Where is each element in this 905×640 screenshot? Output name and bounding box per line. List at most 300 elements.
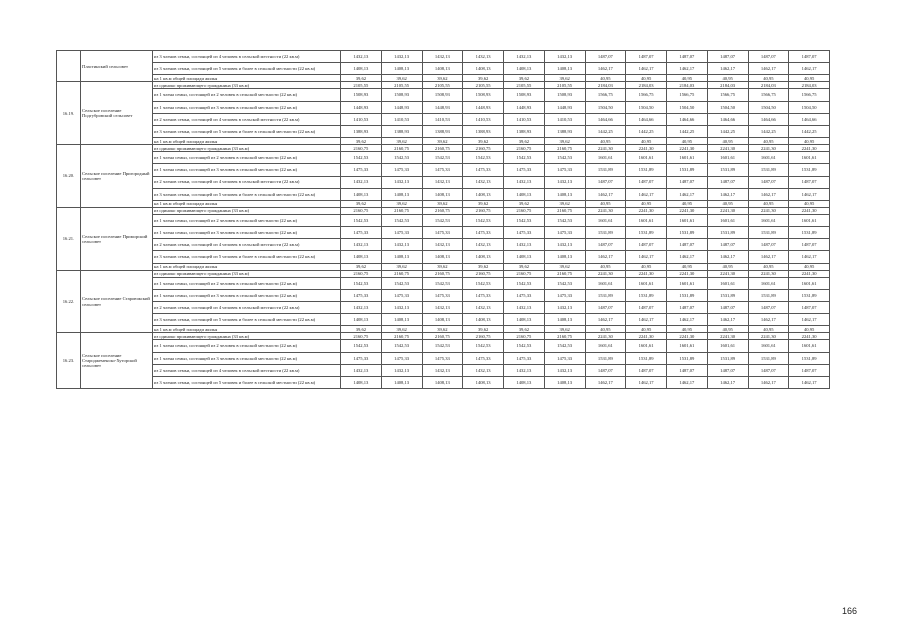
rate-value-cell: 1475,33: [544, 227, 585, 239]
table-row: [57, 101, 830, 113]
rate-value-cell: 39,62: [422, 200, 463, 207]
rate-value-cell: 39,62: [341, 326, 382, 333]
rate-value-cell: 1432,13: [381, 51, 422, 63]
rate-value-cell: 1408,13: [504, 251, 545, 263]
rate-value-cell: 1475,33: [422, 352, 463, 364]
rate-value-cell: 2160,75: [463, 270, 504, 277]
table-row: [57, 227, 830, 239]
rate-value-cell: 1487,07: [585, 364, 626, 376]
household-description: из одиноко проживающего гражданина (33 кв.м): [153, 145, 341, 152]
rate-value-cell: 1432,13: [504, 302, 545, 314]
rate-value-cell: 2241,30: [667, 333, 708, 340]
rate-value-cell: 1566,75: [748, 89, 789, 101]
rate-value-cell: 2241,30: [626, 207, 667, 214]
rate-value-cell: 1432,13: [463, 302, 504, 314]
rate-value-cell: 40,95: [626, 138, 667, 145]
rate-value-cell: 40,95: [585, 138, 626, 145]
rate-value-cell: 39,62: [504, 138, 545, 145]
rate-value-cell: 1410,53: [504, 113, 545, 125]
rate-value-cell: 2241,30: [707, 207, 748, 214]
rate-value-cell: 1462,17: [626, 188, 667, 200]
rate-value-cell: 1531,89: [585, 164, 626, 176]
rate-value-cell: 1475,33: [381, 164, 422, 176]
rate-value-cell: 1531,89: [585, 289, 626, 301]
rate-value-cell: 1408,13: [463, 376, 504, 388]
table-row: [57, 263, 830, 270]
rate-value-cell: 1542,53: [381, 277, 422, 289]
rate-value-cell: 2241,30: [707, 145, 748, 152]
rate-value-cell: 1462,17: [585, 376, 626, 388]
household-description: из 3 членов семьи, состоящей из 5 человек и более в сельской местности (22 кв.м): [153, 376, 341, 388]
household-description: на 1 кв.м общей площади жилья: [153, 138, 341, 145]
rate-value-cell: 2160,75: [504, 145, 545, 152]
household-description: из 1 члена семьи, состоящей из 2 человек в сельской местности (22 кв.м): [153, 152, 341, 164]
rate-value-cell: 1508,93: [463, 89, 504, 101]
rate-value-cell: 2160,75: [544, 333, 585, 340]
rate-value-cell: 2184,03: [789, 82, 830, 89]
rate-value-cell: 1542,53: [544, 277, 585, 289]
rate-value-cell: 1410,53: [381, 113, 422, 125]
table-row: [57, 176, 830, 188]
rate-value-cell: 2160,75: [381, 207, 422, 214]
rate-value-cell: 1432,13: [422, 302, 463, 314]
rate-value-cell: 2105,55: [341, 82, 382, 89]
rate-value-cell: 1462,17: [585, 251, 626, 263]
rate-value-cell: 40,95: [789, 326, 830, 333]
rate-value-cell: 1464,66: [748, 113, 789, 125]
rate-value-cell: 2160,75: [341, 333, 382, 340]
household-description: из 3 членов семьи, состоящей из 4 человек в сельской местности (22 кв.м): [153, 51, 341, 63]
rate-value-cell: 1388,93: [341, 125, 382, 137]
rate-value-cell: 39,62: [504, 200, 545, 207]
rate-value-cell: 1464,66: [585, 113, 626, 125]
rate-value-cell: 1601,61: [585, 277, 626, 289]
rate-value-cell: 1508,93: [544, 89, 585, 101]
rate-value-cell: 1410,53: [422, 113, 463, 125]
table-row: [57, 251, 830, 263]
table-row: [57, 145, 830, 152]
rate-value-cell: 2160,75: [341, 207, 382, 214]
rate-value-cell: 1542,53: [504, 340, 545, 352]
rate-value-cell: 1442,25: [585, 125, 626, 137]
rate-value-cell: 40,95: [789, 200, 830, 207]
rate-value-cell: 1504,50: [748, 101, 789, 113]
rate-value-cell: 1448,93: [381, 101, 422, 113]
rate-value-cell: 1408,13: [381, 251, 422, 263]
rate-value-cell: 1531,89: [789, 227, 830, 239]
rate-value-cell: 1462,17: [707, 251, 748, 263]
rate-value-cell: 40,95: [626, 200, 667, 207]
rate-value-cell: 40,95: [667, 263, 708, 270]
rate-value-cell: 2241,30: [789, 207, 830, 214]
rate-value-cell: 2241,30: [626, 270, 667, 277]
rate-value-cell: 39,62: [463, 138, 504, 145]
rate-value-cell: 1542,53: [463, 340, 504, 352]
rate-value-cell: 1475,33: [544, 164, 585, 176]
rate-value-cell: 1442,25: [707, 125, 748, 137]
rate-value-cell: 1601,61: [707, 277, 748, 289]
rate-value-cell: 1408,13: [422, 251, 463, 263]
rate-value-cell: 1432,13: [422, 364, 463, 376]
rate-value-cell: 1432,13: [381, 239, 422, 251]
rate-value-cell: 1432,13: [422, 239, 463, 251]
rate-value-cell: 1601,61: [667, 214, 708, 226]
household-description: из одиноко проживающего гражданина (33 кв.м): [153, 270, 341, 277]
rate-value-cell: 40,95: [748, 326, 789, 333]
rate-value-cell: 2105,55: [504, 82, 545, 89]
household-description: из одиноко проживающего гражданина (33 кв.м): [153, 207, 341, 214]
household-description: из 1 члена семьи, состоящей из 3 человек в сельской местности (22 кв.м): [153, 164, 341, 176]
rate-value-cell: 2184,03: [748, 82, 789, 89]
table-row: [57, 340, 830, 352]
rate-value-cell: 1475,33: [381, 289, 422, 301]
rate-value-cell: 1432,13: [381, 302, 422, 314]
rate-value-cell: 1531,89: [626, 289, 667, 301]
rate-value-cell: 39,62: [422, 263, 463, 270]
rate-value-cell: 2105,55: [381, 82, 422, 89]
rate-value-cell: 2241,30: [667, 270, 708, 277]
rate-value-cell: 1464,66: [667, 113, 708, 125]
rate-value-cell: 39,62: [544, 138, 585, 145]
rate-value-cell: 40,95: [707, 326, 748, 333]
rate-value-cell: 1432,13: [341, 302, 382, 314]
rate-value-cell: 1462,17: [789, 251, 830, 263]
rate-value-cell: 39,62: [422, 75, 463, 82]
rate-value-cell: 39,62: [381, 326, 422, 333]
rate-value-cell: 39,62: [463, 200, 504, 207]
table-row: [57, 152, 830, 164]
rate-value-cell: 1542,53: [381, 214, 422, 226]
rate-value-cell: 1475,33: [341, 352, 382, 364]
rate-value-cell: 1487,07: [585, 51, 626, 63]
rate-value-cell: 1432,13: [381, 176, 422, 188]
rate-value-cell: 1601,61: [585, 214, 626, 226]
rate-value-cell: 1542,53: [341, 340, 382, 352]
rate-value-cell: 1542,53: [381, 152, 422, 164]
rate-value-cell: 1408,13: [341, 376, 382, 388]
rate-value-cell: 1462,17: [667, 314, 708, 326]
rate-value-cell: 1464,66: [707, 113, 748, 125]
table-row: [57, 138, 830, 145]
rate-value-cell: 1542,53: [544, 340, 585, 352]
rate-value-cell: 1442,25: [626, 125, 667, 137]
rate-value-cell: 1432,13: [341, 51, 382, 63]
rate-value-cell: 40,95: [748, 138, 789, 145]
rate-value-cell: 1487,07: [748, 239, 789, 251]
group-number: [57, 51, 81, 82]
rate-value-cell: 1408,13: [544, 376, 585, 388]
rate-value-cell: 39,62: [381, 200, 422, 207]
rate-value-cell: 1462,17: [707, 376, 748, 388]
rate-value-cell: 1462,17: [789, 376, 830, 388]
rate-value-cell: 1487,07: [667, 364, 708, 376]
rate-value-cell: 1432,13: [341, 239, 382, 251]
rate-value-cell: 2241,30: [789, 333, 830, 340]
table-row: [57, 239, 830, 251]
rate-value-cell: 40,95: [748, 75, 789, 82]
rate-value-cell: 1531,89: [667, 227, 708, 239]
rate-value-cell: 1566,75: [707, 89, 748, 101]
rate-value-cell: 1601,61: [626, 214, 667, 226]
rate-value-cell: 1531,89: [707, 289, 748, 301]
rate-value-cell: 40,95: [707, 75, 748, 82]
rate-value-cell: 1408,13: [422, 376, 463, 388]
rate-value-cell: 40,95: [748, 263, 789, 270]
rate-value-cell: 39,62: [341, 263, 382, 270]
rate-value-cell: 1487,07: [707, 302, 748, 314]
rate-value-cell: 2160,75: [504, 207, 545, 214]
table-row: [57, 51, 830, 63]
rate-value-cell: 1432,13: [341, 176, 382, 188]
rate-value-cell: 1601,61: [626, 152, 667, 164]
rate-value-cell: 39,62: [341, 200, 382, 207]
rate-value-cell: 40,95: [585, 200, 626, 207]
rate-value-cell: 1410,53: [544, 113, 585, 125]
rate-value-cell: 1464,66: [626, 113, 667, 125]
rate-value-cell: 1531,89: [748, 352, 789, 364]
table-row: [57, 289, 830, 301]
rate-value-cell: 1432,13: [504, 364, 545, 376]
rate-value-cell: 40,95: [667, 326, 708, 333]
household-description: на 1 кв.м общей площади жилья: [153, 200, 341, 207]
rate-value-cell: 1408,13: [422, 314, 463, 326]
rate-value-cell: 40,95: [585, 326, 626, 333]
rate-value-cell: 1487,07: [748, 176, 789, 188]
rate-value-cell: 1601,61: [667, 340, 708, 352]
rate-value-cell: 2105,55: [544, 82, 585, 89]
rate-value-cell: 1462,17: [748, 188, 789, 200]
table-row: [57, 164, 830, 176]
rate-value-cell: 1487,07: [626, 302, 667, 314]
rate-value-cell: 1475,33: [504, 352, 545, 364]
rate-value-cell: 1601,61: [789, 340, 830, 352]
rate-value-cell: 1487,07: [626, 364, 667, 376]
rate-value-cell: 1462,17: [707, 188, 748, 200]
rate-value-cell: 1462,17: [667, 188, 708, 200]
rate-value-cell: 40,95: [707, 200, 748, 207]
rate-value-cell: 2241,30: [626, 145, 667, 152]
rate-value-cell: 2241,30: [748, 333, 789, 340]
rate-value-cell: 1531,89: [585, 227, 626, 239]
rate-value-cell: 39,62: [463, 263, 504, 270]
rate-value-cell: 1542,53: [463, 277, 504, 289]
rate-value-cell: 1487,07: [748, 302, 789, 314]
rate-value-cell: 40,95: [789, 138, 830, 145]
rate-value-cell: 1487,07: [585, 239, 626, 251]
rate-value-cell: 1432,13: [381, 364, 422, 376]
rate-value-cell: 2160,75: [422, 145, 463, 152]
rate-value-cell: 1475,33: [463, 289, 504, 301]
rate-value-cell: 2160,75: [544, 270, 585, 277]
household-description: из одиноко проживающего гражданина (33 кв.м): [153, 82, 341, 89]
rate-value-cell: 1487,07: [667, 51, 708, 63]
rate-value-cell: 1531,89: [585, 352, 626, 364]
rate-value-cell: 1432,13: [422, 51, 463, 63]
group-number: 16.19.: [57, 82, 81, 145]
tariff-table: [56, 50, 830, 389]
rate-value-cell: 1566,75: [626, 89, 667, 101]
rate-value-cell: 1448,93: [463, 101, 504, 113]
rate-value-cell: 39,62: [504, 75, 545, 82]
table-row: [57, 89, 830, 101]
settlement-name: Сельское поселение Приморский сельсовет: [81, 207, 153, 270]
rate-value-cell: 39,62: [463, 75, 504, 82]
household-description: из 2 членов семьи, состоящей из 4 человек в сельской местности (22 кв.м): [153, 239, 341, 251]
rate-value-cell: 1566,75: [585, 89, 626, 101]
rate-value-cell: 2160,75: [422, 270, 463, 277]
rate-value-cell: 1531,89: [626, 352, 667, 364]
rate-value-cell: 40,95: [748, 200, 789, 207]
table-row: [57, 125, 830, 137]
rate-value-cell: 1487,07: [707, 51, 748, 63]
rate-value-cell: 1531,89: [748, 164, 789, 176]
rate-value-cell: 2160,75: [422, 333, 463, 340]
household-description: из 2 членов семьи, состоящей из 4 человек в сельской местности (22 кв.м): [153, 302, 341, 314]
rate-value-cell: 40,95: [626, 75, 667, 82]
rate-value-cell: 1601,61: [789, 277, 830, 289]
household-description: из 1 члена семьи, состоящей из 2 человек в сельской местности (22 кв.м): [153, 214, 341, 226]
rate-value-cell: 1601,61: [748, 340, 789, 352]
rate-value-cell: 1542,53: [381, 340, 422, 352]
rate-value-cell: 1531,89: [667, 289, 708, 301]
rate-value-cell: 1462,17: [789, 63, 830, 75]
rate-value-cell: 1487,07: [789, 239, 830, 251]
rate-value-cell: 1487,07: [585, 302, 626, 314]
rate-value-cell: 40,95: [585, 263, 626, 270]
rate-value-cell: 1432,13: [504, 239, 545, 251]
rate-value-cell: 1504,50: [626, 101, 667, 113]
rate-value-cell: 1531,89: [789, 352, 830, 364]
rate-value-cell: 2160,75: [504, 333, 545, 340]
settlement-name: Сельское поселение Подгубровский сельсовет: [81, 82, 153, 145]
household-description: из 1 члена семьи, состоящей из 3 человек в сельской местности (22 кв.м): [153, 352, 341, 364]
rate-value-cell: 2160,75: [463, 333, 504, 340]
rate-value-cell: 39,62: [544, 263, 585, 270]
table-row: [57, 75, 830, 82]
rate-value-cell: 1408,13: [422, 188, 463, 200]
rate-value-cell: 2241,30: [585, 270, 626, 277]
rate-value-cell: 1432,13: [544, 364, 585, 376]
rate-value-cell: 1487,07: [626, 51, 667, 63]
rate-value-cell: 1601,61: [585, 152, 626, 164]
rate-value-cell: 2160,75: [544, 145, 585, 152]
rate-value-cell: 1542,53: [544, 214, 585, 226]
rate-value-cell: 1408,13: [341, 251, 382, 263]
rate-value-cell: 1448,93: [341, 101, 382, 113]
rate-value-cell: 1542,53: [422, 277, 463, 289]
rate-value-cell: 1388,93: [544, 125, 585, 137]
rate-value-cell: 1487,07: [667, 239, 708, 251]
rate-value-cell: 1464,66: [789, 113, 830, 125]
rate-value-cell: 2241,30: [585, 333, 626, 340]
rate-value-cell: 1408,13: [381, 314, 422, 326]
rate-value-cell: 2160,75: [504, 270, 545, 277]
rate-value-cell: 1475,33: [544, 289, 585, 301]
household-description: из 1 члена семьи, состоящей из 3 человек в сельской местности (22 кв.м): [153, 289, 341, 301]
rate-value-cell: 1508,93: [341, 89, 382, 101]
rate-value-cell: 1542,53: [463, 214, 504, 226]
rate-value-cell: 1432,13: [504, 176, 545, 188]
rate-value-cell: 1487,07: [707, 176, 748, 188]
rate-value-cell: 1462,17: [748, 251, 789, 263]
rate-value-cell: 1475,33: [422, 227, 463, 239]
rate-value-cell: 1475,33: [504, 289, 545, 301]
rate-value-cell: 39,62: [504, 326, 545, 333]
rate-value-cell: 1531,89: [748, 289, 789, 301]
rate-value-cell: 1408,13: [341, 188, 382, 200]
rate-value-cell: 1487,07: [707, 239, 748, 251]
rate-value-cell: 1601,61: [748, 152, 789, 164]
rate-value-cell: 1432,13: [544, 51, 585, 63]
rate-value-cell: 40,95: [789, 75, 830, 82]
rate-value-cell: 1432,13: [463, 364, 504, 376]
rate-value-cell: 1462,17: [585, 188, 626, 200]
rate-value-cell: 1462,17: [707, 63, 748, 75]
rate-value-cell: 1442,25: [789, 125, 830, 137]
rate-value-cell: 1462,17: [707, 314, 748, 326]
rate-value-cell: 1448,93: [504, 101, 545, 113]
rate-value-cell: 39,62: [463, 326, 504, 333]
rate-value-cell: 1408,13: [422, 63, 463, 75]
rate-value-cell: 2184,03: [707, 82, 748, 89]
rate-value-cell: 2160,75: [463, 145, 504, 152]
rate-value-cell: 1487,07: [667, 176, 708, 188]
rate-value-cell: 2241,30: [707, 333, 748, 340]
rate-value-cell: 2241,30: [707, 270, 748, 277]
rate-value-cell: 39,62: [341, 138, 382, 145]
rate-value-cell: 1487,07: [626, 176, 667, 188]
rate-value-cell: 1442,25: [748, 125, 789, 137]
rate-value-cell: 1542,53: [422, 340, 463, 352]
rate-value-cell: 2241,30: [748, 270, 789, 277]
household-description: из 2 членов семьи, состоящей из 4 человек в сельской местности (22 кв.м): [153, 364, 341, 376]
rate-value-cell: 1601,61: [667, 152, 708, 164]
rate-value-cell: 1542,53: [463, 152, 504, 164]
rate-value-cell: 1408,13: [463, 188, 504, 200]
rate-value-cell: 1504,50: [789, 101, 830, 113]
rate-value-cell: 1408,13: [504, 63, 545, 75]
rate-value-cell: 2241,30: [789, 270, 830, 277]
rate-value-cell: 39,62: [422, 138, 463, 145]
rate-value-cell: 1462,17: [626, 376, 667, 388]
table-row: [57, 277, 830, 289]
rate-value-cell: 2160,75: [422, 207, 463, 214]
rate-value-cell: 1542,53: [341, 277, 382, 289]
rate-value-cell: 1432,13: [463, 176, 504, 188]
rate-value-cell: 1475,33: [504, 164, 545, 176]
household-description: из 3 членов семьи, состоящей из 5 человек и более в сельской местности (22 кв.м): [153, 63, 341, 75]
household-description: из 1 члена семьи, состоящей из 3 человек в сельской местности (22 кв.м): [153, 101, 341, 113]
rate-value-cell: 1462,17: [585, 314, 626, 326]
rate-value-cell: 2241,30: [667, 145, 708, 152]
rate-value-cell: 1462,17: [789, 188, 830, 200]
rate-value-cell: 2241,30: [626, 333, 667, 340]
page-number: 166: [842, 606, 858, 616]
rate-value-cell: 2241,30: [667, 207, 708, 214]
rate-value-cell: 1531,89: [707, 227, 748, 239]
table-row: [57, 63, 830, 75]
rate-value-cell: 1432,13: [544, 176, 585, 188]
rate-value-cell: 1487,07: [626, 239, 667, 251]
rate-value-cell: 1408,13: [463, 63, 504, 75]
table-row: [57, 82, 830, 89]
rate-value-cell: 1408,13: [381, 63, 422, 75]
rate-value-cell: 1408,13: [504, 314, 545, 326]
rate-value-cell: 1531,89: [707, 352, 748, 364]
rate-value-cell: 2241,30: [585, 145, 626, 152]
rate-value-cell: 1462,17: [667, 63, 708, 75]
household-description: на 1 кв.м общей площади жилья: [153, 263, 341, 270]
